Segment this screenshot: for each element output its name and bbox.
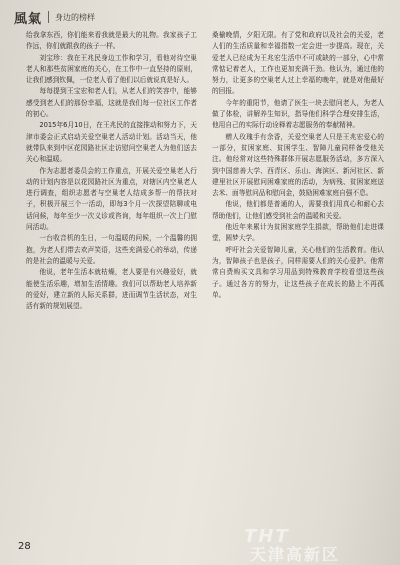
- page-header: [14, 6, 95, 28]
- page-number: 28: [18, 541, 31, 552]
- paragraph: 桑榆晚情，夕阳无限。有了党和政府以及社会的关爱，老人们的生活质量和幸福指数一定会进一步提高。现在，关爱老人已经成为王兆宏生活中不可或缺的一部分，心中常常惦记着老人，工作也更加充满干劲。他认为，通过他的努力，让更多的空巢老人过上幸福的晚年，就是对他最好的回报。: [212, 31, 384, 96]
- paragraph: 他说，他们都是普通的人，需要我们用真心和耐心去帮助他们，让他们感受到社会的温暖和关爱。: [212, 200, 384, 220]
- paragraph: 赠人玫瑰手有余香，关爱空巢老人只是王兆宏爱心的一部分，贫困家庭、贫困学生、智障儿童同样备受他关注。他经常对这些特殊群体开展志愿服务活动，多方深入到中国慈善大学、西青区、乐山、海滨区、新河社区、新建里社区开展慰问困难家庭的活动，为病残、贫困家庭送去米、面等慰问品和慰问金，鼓励困难家庭自强不息。: [212, 132, 384, 198]
- watermark-cn: 天津高新区: [250, 545, 341, 564]
- paragraph: 刘宝珍：我在王兆民身边工作和学习，看他对待空巢老人和那些贫困家庭的关心，在工作中一直坚持的原则，让我们感到钦佩，一位老人看了他们以后就说真是好人。: [26, 53, 197, 85]
- watermark: [244, 526, 394, 562]
- section-title: 身边的榜样: [55, 12, 96, 22]
- paragraph: 给我拿东西，你们能来看我就是最大的礼物。我家孩子工作远，你们就跟我的孩子一样。: [26, 31, 197, 51]
- left-column: [26, 30, 197, 312]
- paragraph: 一台收音机的生日，一句温暖的问候，一个温馨的拥抱，为老人们带去欢声笑语，这些充满爱心的举动，传递的是社会的温暖与关爱。: [26, 234, 197, 265]
- paragraph: 他说，老年生活本就枯燥，老人要是有兴趣爱好，就能使生活乐趣，增加生活情趣。我们可以帮助老人培养新的爱好，建立新的人际关系群，进而调节生活状态，对生活有新的规划展望。: [26, 268, 197, 311]
- right-column: [212, 30, 384, 301]
- watermark-latin: THT: [244, 526, 290, 547]
- paragraph: 他近年来累计为贫困家庭学生捐款，帮助他们走进课堂，圆梦大学。: [212, 223, 384, 243]
- paragraph: 呼吁社会关爱智障儿童，关心他们的生活教育。他认为，智障孩子也是孩子，同样需要人们的关心爱护。他常常自费购买文具和学习用品到特殊教育学校看望这些孩子。通过各方的努力，让这些孩子在成长的路上不再孤单。: [212, 245, 384, 299]
- paragraph: 2015年6月10日，在王兆民的直接推动和努力下，天津市委会正式启动关爱空巢老人活动计划。活动当天，他就带队来到中区花园路社区走访慰问空巢老人为他们送去关心和温暖。: [26, 121, 197, 164]
- paragraph: 每每提到王宝宏和老人们，从老人们的笑容中，能够感受到老人们的那份幸福，这就是我们每一位社区工作者的初心。: [26, 87, 197, 119]
- paragraph: 今年的重阳节，他请了医生一块去慰问老人，为老人做了体检，讲解养生知识，指导他们科学合理安排生活，他用自己的实际行动诠释着志愿服务的奉献精神。: [212, 98, 384, 130]
- paragraph: 作为志愿者委员会的工作重点，开展关爱空巢老人行动的计划内容是以花园路社区为重点，对辖区内空巢老人进行调查，组织志愿者与空巢老人结成多帮一的帮扶对子，积极开展三个一活动，即每3个月一次探望陪聊或电话问候，每年至少一次义诊或咨询，每年组织一次上门慰问活动。: [26, 166, 197, 232]
- header-divider: [48, 11, 49, 23]
- brand-mark: 風氣: [14, 11, 43, 27]
